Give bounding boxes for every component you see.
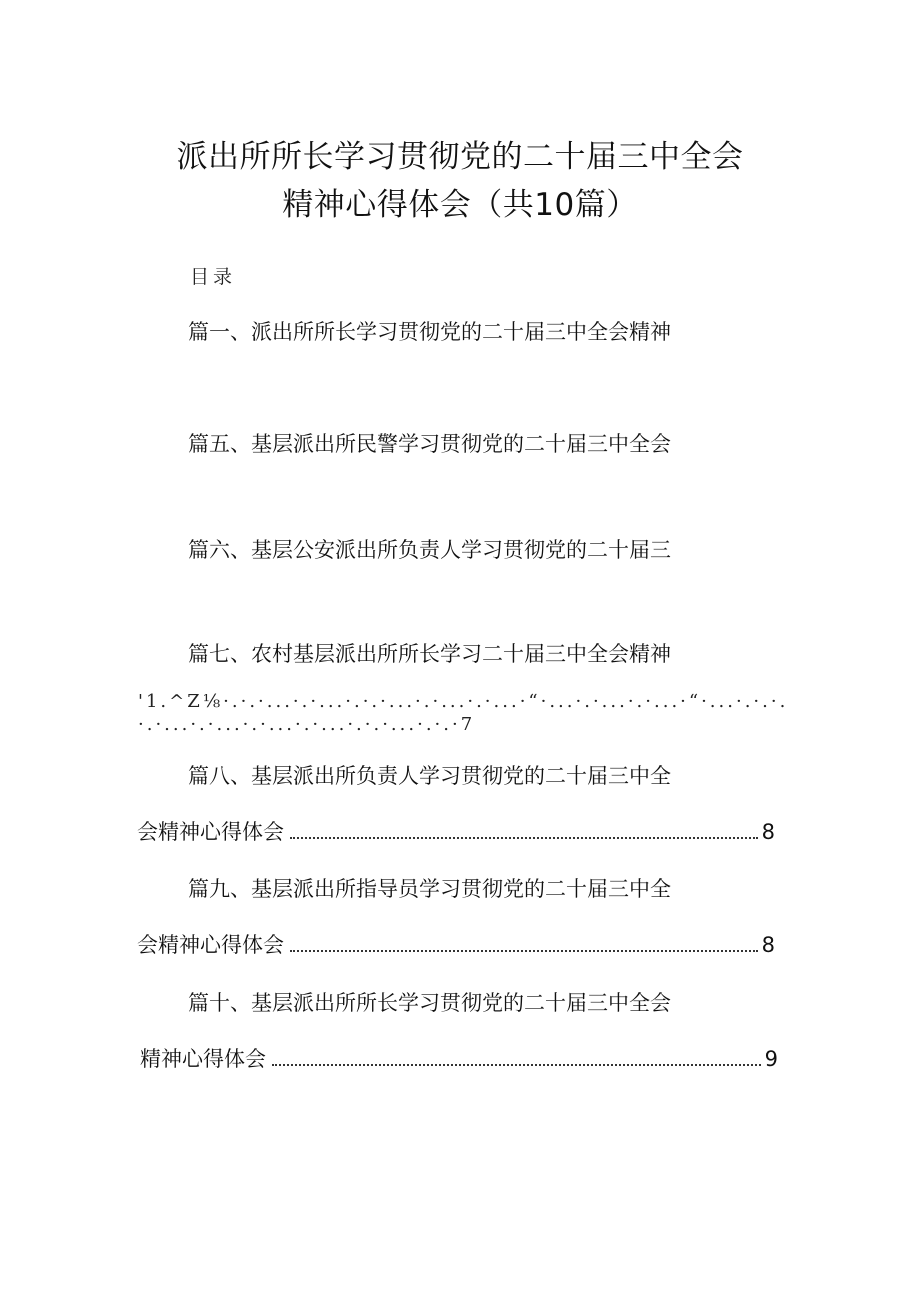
toc-entry-7-garbled-leader: '1.^Z⅛·.·.·...·.·...·.·.·...·.·...·.·...·“·...·.·...·.·...·“·...·.·.·.	[138, 691, 789, 712]
dot-leader	[290, 837, 758, 839]
toc-entry-7-garbled-leader-continued: ·.·...·.·...·.·...·.·...·.·.·...·.·.·7	[138, 714, 476, 735]
toc-entry-10-page-number: 9	[764, 1047, 778, 1071]
toc-entry-8-heading[interactable]: 篇八、基层派出所负责人学习贯彻党的二十届三中全	[188, 764, 671, 788]
dot-leader	[272, 1064, 761, 1066]
toc-entry-9-continuation-text: 会精神心得体会	[137, 933, 284, 957]
toc-entry-10-continuation-text: 精神心得体会	[140, 1047, 266, 1071]
toc-entry-9-page-number: 8	[761, 933, 775, 957]
toc-entry-8-continuation[interactable]	[137, 817, 775, 847]
toc-entry-8-page-number: 8	[761, 820, 775, 844]
toc-entry-9-continuation[interactable]	[137, 930, 775, 960]
toc-entry-7-heading[interactable]: 篇七、农村基层派出所所长学习二十届三中全会精神	[188, 642, 671, 666]
toc-entry-9-heading[interactable]: 篇九、基层派出所指导员学习贯彻党的二十届三中全	[188, 877, 671, 901]
toc-entry-5-heading[interactable]: 篇五、基层派出所民警学习贯彻党的二十届三中全会	[188, 432, 671, 456]
toc-entry-1-heading[interactable]: 篇一、派出所所长学习贯彻党的二十届三中全会精神	[188, 320, 671, 344]
document-title-line-1: 派出所所长学习贯彻党的二十届三中全会	[176, 139, 744, 175]
toc-entry-10-heading[interactable]: 篇十、基层派出所所长学习贯彻党的二十届三中全会	[188, 991, 671, 1015]
toc-entry-8-continuation-text: 会精神心得体会	[137, 820, 284, 844]
toc-label: 目录	[190, 266, 237, 288]
document-title-line-2: 精神心得体会（共10篇）	[282, 187, 638, 223]
dot-leader	[290, 950, 758, 952]
toc-entry-10-continuation[interactable]	[140, 1044, 778, 1074]
toc-entry-6-heading[interactable]: 篇六、基层公安派出所负责人学习贯彻党的二十届三	[188, 538, 671, 562]
